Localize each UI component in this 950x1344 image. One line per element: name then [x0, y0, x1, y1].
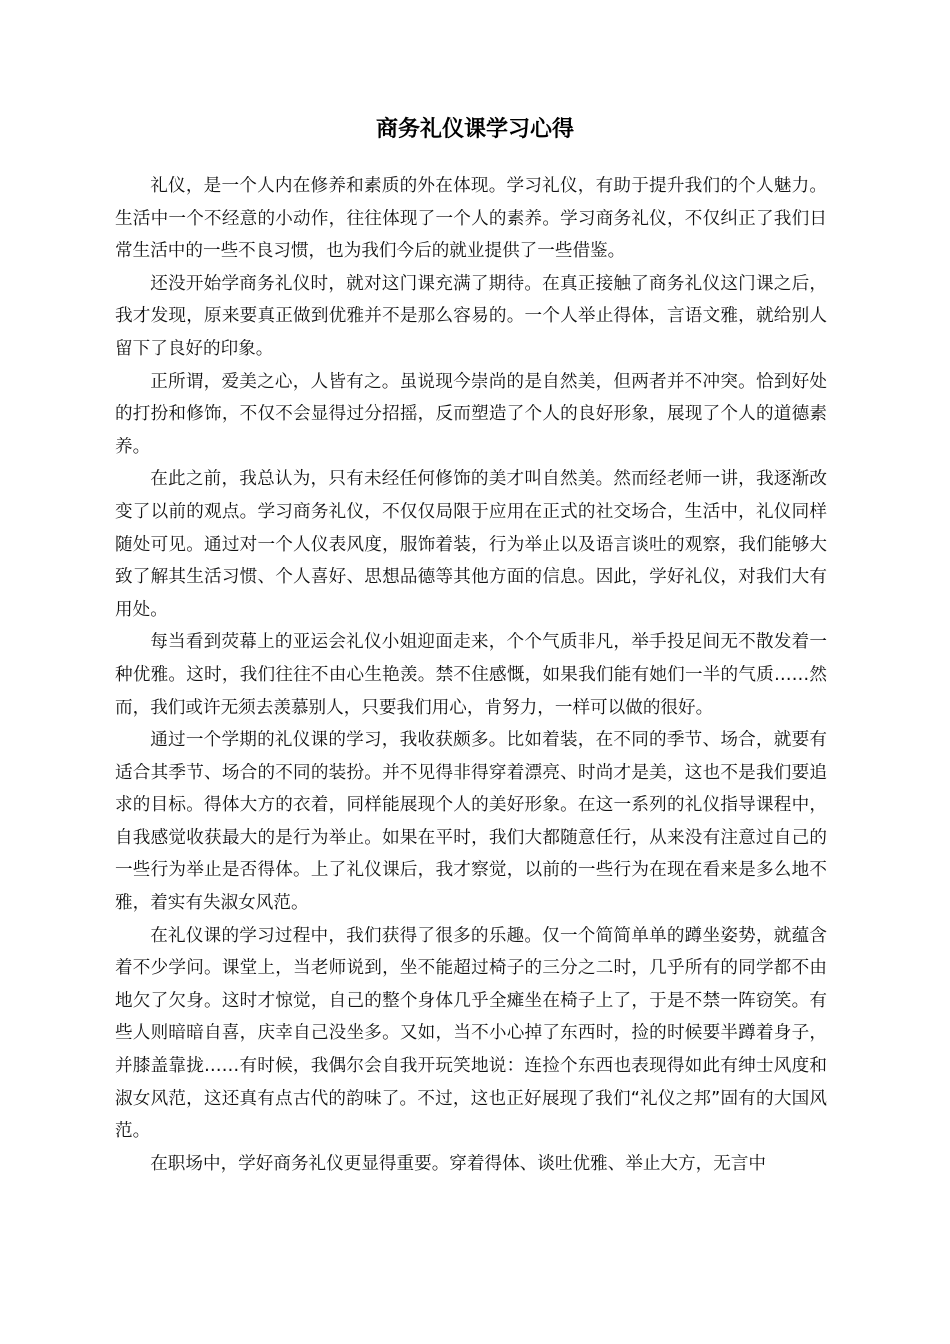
paragraph-7: 在礼仪课的学习过程中，我们获得了很多的乐趣。仅一个简简单单的蹲坐姿势，就蕴含着不少学问。课堂上，当老师说到，坐不能超过椅子的三分之二时，几乎所有的同学都不由地欠了欠身。这时才惊觉，自己的整个身体几乎全瘫坐在椅子上了，于是不禁一阵窃笑。有些人则暗暗自喜，庆幸自己没坐多。又如，当不小心掉了东西时，捡的时候要半蹲着身子，并膝盖靠拢……有时候，我偶尔会自我开玩笑地说：连捡个东西也表现得如此有绅士风度和淑女风范，这还真有点古代的韵味了。不过，这也正好展现了我们“礼仪之邦”固有的大国风范。	[115, 925, 827, 1142]
paragraph-2: 还没开始学商务礼仪时，就对这门课充满了期待。在真正接触了商务礼仪这门课之后，我才发现，原来要真正做到优雅并不是那么容易的。一个人举止得体，言语文雅，就给别人留下了良好的印象。	[115, 273, 827, 359]
paragraph-4: 在此之前，我总认为，只有未经任何修饰的美才叫自然美。然而经老师一讲，我逐渐改变了以前的观点。学习商务礼仪，不仅仅局限于应用在正式的社交场合，生活中，礼仪同样随处可见。通过对一个人仪表风度，服饰着装，行为举止以及语言谈吐的观察，我们能够大致了解其生活习惯、个人喜好、思想品德等其他方面的信息。因此，学好礼仪，对我们大有用处。	[115, 469, 827, 620]
paragraph-5: 每当看到荧幕上的亚运会礼仪小姐迎面走来，个个气质非凡，举手投足间无不散发着一种优雅。这时，我们往往不由心生艳羡。禁不住感慨，如果我们能有她们一半的气质……然而，我们或许无须去羡慕别人，只要我们用心，肯努力，一样可以做的很好。	[115, 632, 827, 718]
paragraph-8: 在职场中，学好商务礼仪更显得重要。穿着得体、谈吐优雅、举止大方，无言中	[150, 1153, 766, 1174]
document-title: 商务礼仪课学习心得	[375, 117, 574, 142]
paragraph-6: 通过一个学期的礼仪课的学习，我收获颇多。比如着装，在不同的季节、场合，就要有适合其季节、场合的不同的装扮。并不见得非得穿着漂亮、时尚才是美，这也不是我们要追求的目标。得体大方的衣着，同样能展现个人的美好形象。在这一系列的礼仪指导课程中，自我感觉收获最大的是行为举止。如果在平时，我们大都随意任行，从来没有注意过自己的一些行为举止是否得体。上了礼仪课后，我才察觉，以前的一些行为在现在看来是多么地不雅，着实有失淑女风范。	[115, 730, 827, 914]
paragraph-3: 正所谓，爱美之心，人皆有之。虽说现今崇尚的是自然美，但两者并不冲突。恰到好处的打扮和修饰，不仅不会显得过分招摇，反而塑造了个人的良好形象，展现了个人的道德素养。	[115, 371, 827, 457]
document-body	[115, 170, 827, 1180]
paragraph-1: 礼仪，是一个人内在修养和素质的外在体现。学习礼仪，有助于提升我们的个人魅力。生活中一个不经意的小动作，往往体现了一个人的素养。学习商务礼仪，不仅纠正了我们日常生活中的一些不良习惯，也为我们今后的就业提供了一些借鉴。	[115, 176, 827, 262]
